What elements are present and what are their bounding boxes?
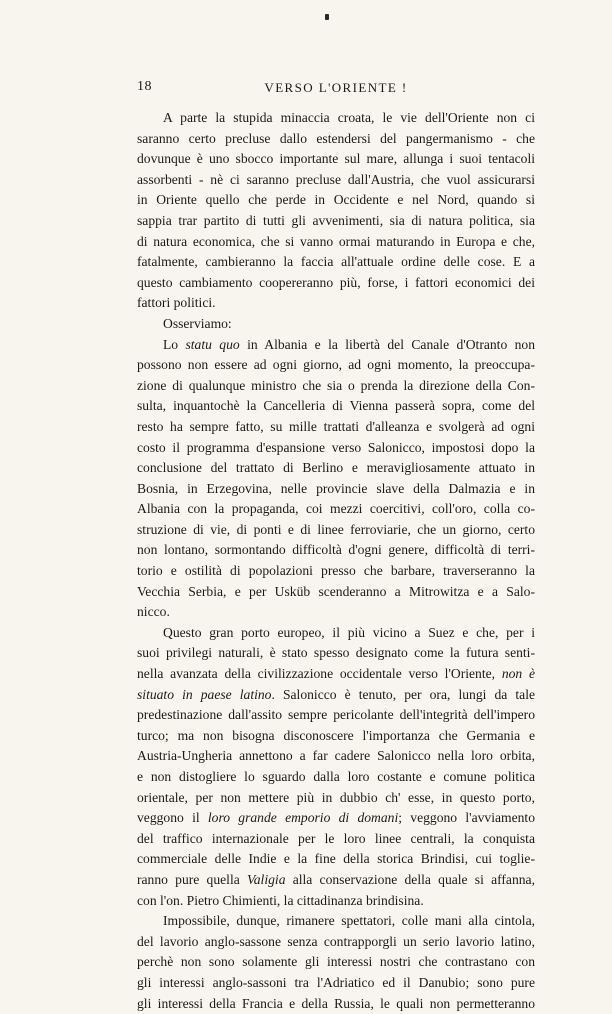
italic-phrase: Valigia: [246, 871, 286, 887]
text-line: fatalmente, cambieranno la faccia all'attuale ordine delle cose. E a: [137, 254, 535, 270]
text-line: non lontano, sormontando difficoltà d'ogni genere, difficoltà di terri-: [137, 542, 535, 558]
text-segment: alla conservazione della quale si affanna,: [285, 871, 535, 887]
text-line: Questo gran porto europeo, il più vicino a Suez e che, per i: [163, 624, 535, 640]
text-line: assorbenti - nè ci saranno precluse dall'Austria, che vuol assicurarsi: [137, 171, 535, 187]
text-line: questo cambiamento coopereranno più, forse, i fattori economici dei: [137, 274, 535, 290]
text-line: [137, 335, 535, 356]
text-line: Impossibile, dunque, rimanere spettatori, colle mani alla cintola,: [163, 913, 535, 929]
text-line: Albania con la propaganda, coi mezzi coercitivi, coll'oro, colla co-: [137, 501, 535, 517]
text-line: sappia trar partito di tutti gli avvenimenti, sia di natura politica, sia: [137, 212, 535, 228]
italic-phrase: non è: [501, 666, 536, 682]
text-segment: . Salonicco è tenuto, per ora, lungi da tale: [271, 686, 536, 702]
text-line: [137, 870, 535, 891]
text-line: del traffico internazionale per le loro linee centrali, la conquista: [137, 830, 535, 846]
text-line: costo il programma d'espansione verso Salonicco, impostosi dopo la: [137, 439, 535, 455]
text-line: predestinazione dall'assito sempre pericolante dell'integrità dell'impero: [137, 707, 535, 723]
text-line: [137, 685, 535, 706]
text-line: [137, 808, 535, 829]
text-line: Vecchia Serbia, e per Usküb scenderanno a Mitrowitza e a Salo-: [137, 583, 535, 599]
text-line: [137, 664, 535, 685]
italic-phrase: situato in paese latino: [137, 686, 272, 702]
text-line: del lavorio anglo-sassone senza contrapporgli un serio lavorio latino,: [137, 933, 535, 949]
italic-phrase: statu quo: [185, 336, 240, 352]
text-line: sulta, inquantochè la Cancelleria di Vienna passerà sopra, come del: [137, 398, 535, 414]
printing-mark: [325, 14, 329, 20]
text-segment: veggono il: [137, 810, 208, 826]
running-title: VERSO L'ORIENTE !: [264, 80, 408, 95]
text-line: A parte la stupida minaccia croata, le vie dell'Oriente non ci: [163, 110, 535, 125]
text-line: commerciale delle Indie e la fine della storica Brindisi, cui toglie-: [137, 851, 535, 867]
body-text: [137, 108, 535, 1014]
text-line: Austria-Ungheria annettono a far cadere Salonicco nella loro orbita,: [137, 748, 535, 764]
text-segment: ranno pure quella: [137, 871, 247, 887]
text-line: dovunque è uno sbocco importante sul mare, allunga i suoi tentacoli: [137, 151, 535, 167]
text-line: suoi privilegi naturali, è stato spesso designato come la futura senti-: [137, 645, 535, 661]
text-line: gli interessi anglo-sassoni tra l'Adriatico ed il Danubio; sono pure: [137, 974, 535, 990]
text-line: Osserviamo:: [163, 315, 232, 331]
italic-phrase: loro grande emporio di domani: [207, 810, 399, 826]
text-line: gli interessi della Francia e della Russia, le quali non permetteranno: [137, 995, 535, 1011]
page-number: 18: [137, 79, 152, 94]
text-line: struzione di vie, di ponti e di linee ferroviarie, che un giorno, certo: [137, 521, 535, 537]
running-header: [137, 79, 535, 101]
text-line: di natura economica, che si vanno ormai maturando in Europa e che,: [137, 233, 535, 249]
text-line: e non distogliere lo sguardo dalla loro costante e comune politica: [137, 769, 535, 784]
text-line: possono non essere ad ogni giorno, ad ogni momento, la preoccupa-: [137, 357, 535, 373]
text-segment: ; veggono l'avviamento: [398, 810, 535, 826]
text-line: saranno certo precluse dallo estendersi del pangermanismo - che: [137, 130, 535, 146]
text-segment: nella avanzata della civilizzazione occidentale verso l'Oriente,: [137, 666, 502, 682]
text-line: con l'on. Pietro Chimienti, la cittadinanza brindisina.: [137, 892, 424, 908]
text-line: in Oriente quello che perde in Occidente e nel Nord, quando si: [137, 192, 535, 208]
text-line: fattori politici.: [137, 295, 216, 311]
text-line: orientale, per non mettere più in dubbio ch' esse, in questo porto,: [137, 789, 535, 805]
text-line: nicco.: [137, 604, 170, 620]
text-line: torio e ostilità di popolazioni presso che barbare, traverseranno la: [137, 563, 535, 579]
text-line: zione di qualunque ministro che sia o prenda la direzione della Con-: [137, 377, 535, 393]
text-line: resto ha sempre fatto, su mille trattati d'alleanza e svolgerà ad ogni: [137, 418, 535, 434]
text-line: conclusione del trattato di Berlino e meravigliosamente attuato in: [137, 460, 535, 476]
text-line: turco; ma non bisogna disconoscere l'importanza che Germania e: [137, 727, 535, 743]
text-line: Bosnia, in Erzegovina, nelle provincie slave della Dalmazia e in: [137, 480, 535, 496]
text-segment: in Albania e la libertà del Canale d'Otranto non: [239, 336, 536, 352]
text-segment: Lo: [163, 336, 186, 352]
text-line: perchè non sono solamente gli interessi nostri che contrastano con: [137, 954, 535, 970]
